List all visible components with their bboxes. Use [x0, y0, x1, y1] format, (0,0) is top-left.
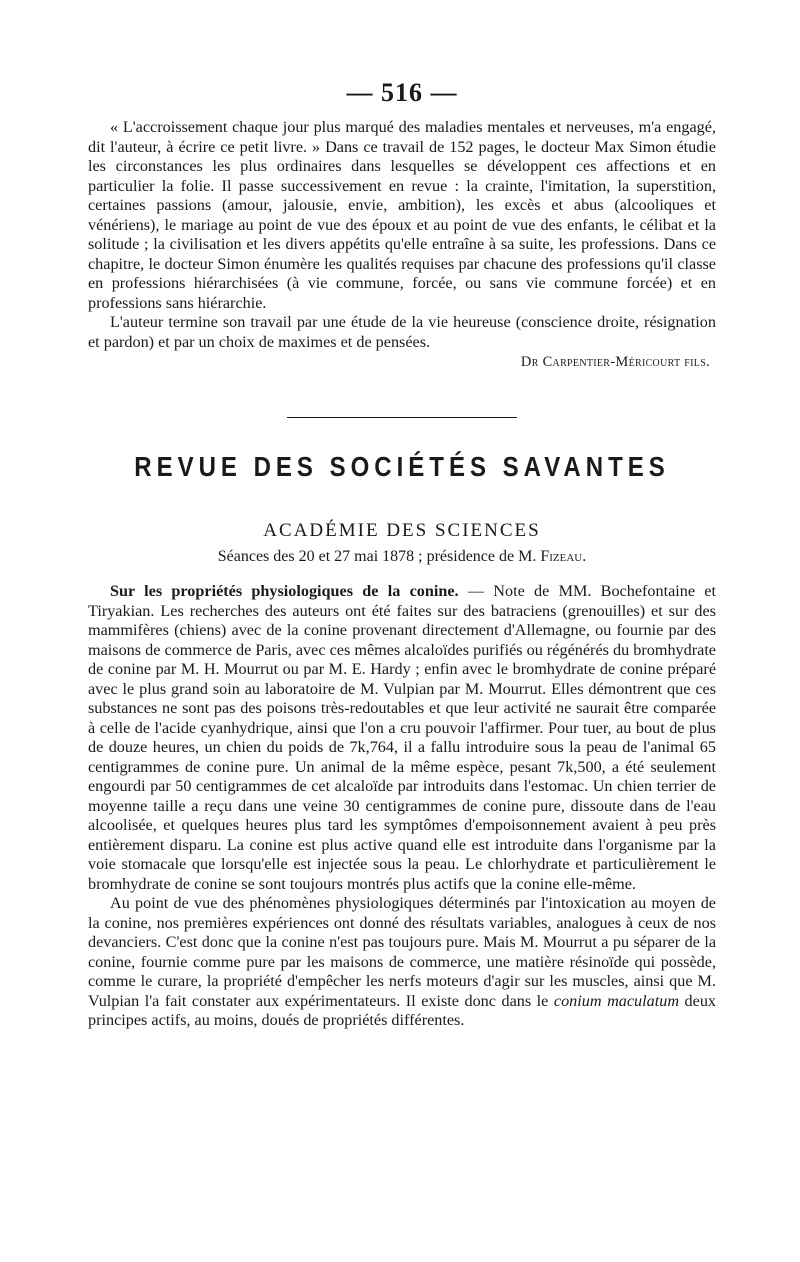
review-paragraph-1: « L'accroissement chaque jour plus marqué des maladies mentales et nerveuses, m'a engagé, dit l'auteur, à écrire ce petit livre. » Dans ce travail de 152 pages, le docteur Max Simon étudie les circonstances les plus ordinaires dans lesquelles se développent ces affections et en particulier la folie. Il passe successivement en revue : la crainte, l'imitation, la superstition, certaines passions (amour, jalousie, envie, ambition), les excès et abus (alcooliques et vénériens), le mariage au point de vue des époux et au point de vue des enfants, le célibat et la solitude ; la civilisation et les divers appétits qu'elle entraîne à sa suite, les professions. Dans ce chapitre, le docteur Simon énumère les qualités requises par chacune des professions qu'il classe en professions hiérarchisées (à vie commune, forcée, ou sans vie commune forcée) et en professions sans hiérarchie. [88, 118, 716, 312]
article-paragraph-2 [88, 894, 716, 1031]
review-paragraph-2: L'auteur termine son travail par une étude de la vie heureuse (conscience droite, résignation et pardon) et par un choix de maximes et de pensées. [88, 313, 716, 351]
section-divider [287, 417, 517, 418]
section-title: REVUE DES SOCIÉTÉS SAVANTES [134, 451, 670, 483]
sessions-president: M. Fizeau. [518, 548, 587, 565]
latin-term: conium maculatum [553, 991, 680, 1010]
sessions-dates: Séances des 20 et 27 mai 1878 ; présidence de [217, 548, 519, 565]
academy-heading: ACADÉMIE DES SCIENCES [263, 520, 541, 541]
sessions-line [88, 548, 716, 566]
article-paragraph-2-start: Au point de vue des phénomènes physiologiques déterminés par l'intoxication au moyen de la conine, nos premières expériences ont donné des résultats variables, analogues à ceux de nos devanciers. C'est donc que la conine n'est pas toujours pure. Mais M. Mourrut a pu séparer de la conine, fournie comme pure par les maisons de commerce, une matière résinoïde qui possède, comme le curare, la propriété d'empêcher les nerfs moteurs d'agir sur les muscles, ainsi que M. Vulpian l'a fait constater aux expérimentateurs. Il existe donc dans le [88, 894, 716, 1010]
article-paragraph-1: Les recherches des auteurs ont été faites sur des batraciens (grenouilles) et sur des mammifères (chiens) avec de la conine provenant directement d'Allemagne, ou fournie par des maisons de commerce de Paris, avec ces mêmes alcaloïdes purifiés ou régénérés du bromhydrate de conine par M. H. Mourrut ou par M. E. Hardy ; enfin avec le bromhydrate de conine préparé avec le plus grand soin au laboratoire de M. Vulpian par M. Mourrut. Elles démontrent que ces substances ne sont pas des poisons très-redoutables et que leur activité ne saurait être comparée à celle de l'acide cyanhydrique, ainsi que l'on a cru pouvoir l'affirmer. Pour tuer, au bout de plus de douze heures, un chien du poids de 7k,764, il a fallu introduire sous la peau de l'animal 65 centigrammes de conine pure. Un animal de la même espèce, pesant 7k,500, a été seulement engourdi par 50 centigrammes de cet alcaloïde par introduits dans l'estomac. Un chien terrier de moyenne taille a reçu dans une veine 30 centigrammes de conine pure, dissoute dans de l'eau alcoolisée, et quelques heures plus tard les symptômes d'empoisonnement avaient à peu près entièrement disparu. La conine est plus active quand elle est introduite dans l'organisme par la voie stomacale que lorsqu'elle est injectée sous la peau. Le chlorhydrate et particulièrement le bromhydrate de conine se sont toujours montrés plus actifs que la conine elle-même. [88, 601, 716, 893]
article-authors: — Note de MM. Bochefontaine et Tiryakian. [88, 582, 716, 620]
article-paragraph-2-end: deux principes actifs, au moins, doués de propriétés différentes. [88, 991, 717, 1029]
article-heading-paragraph [88, 582, 716, 894]
article-title: Sur les propriétés physiologiques de la conine. [110, 582, 459, 600]
review-signature: Dr Carpentier-Méricourt fils. [520, 354, 710, 370]
page-number: — 516 — [346, 78, 458, 107]
